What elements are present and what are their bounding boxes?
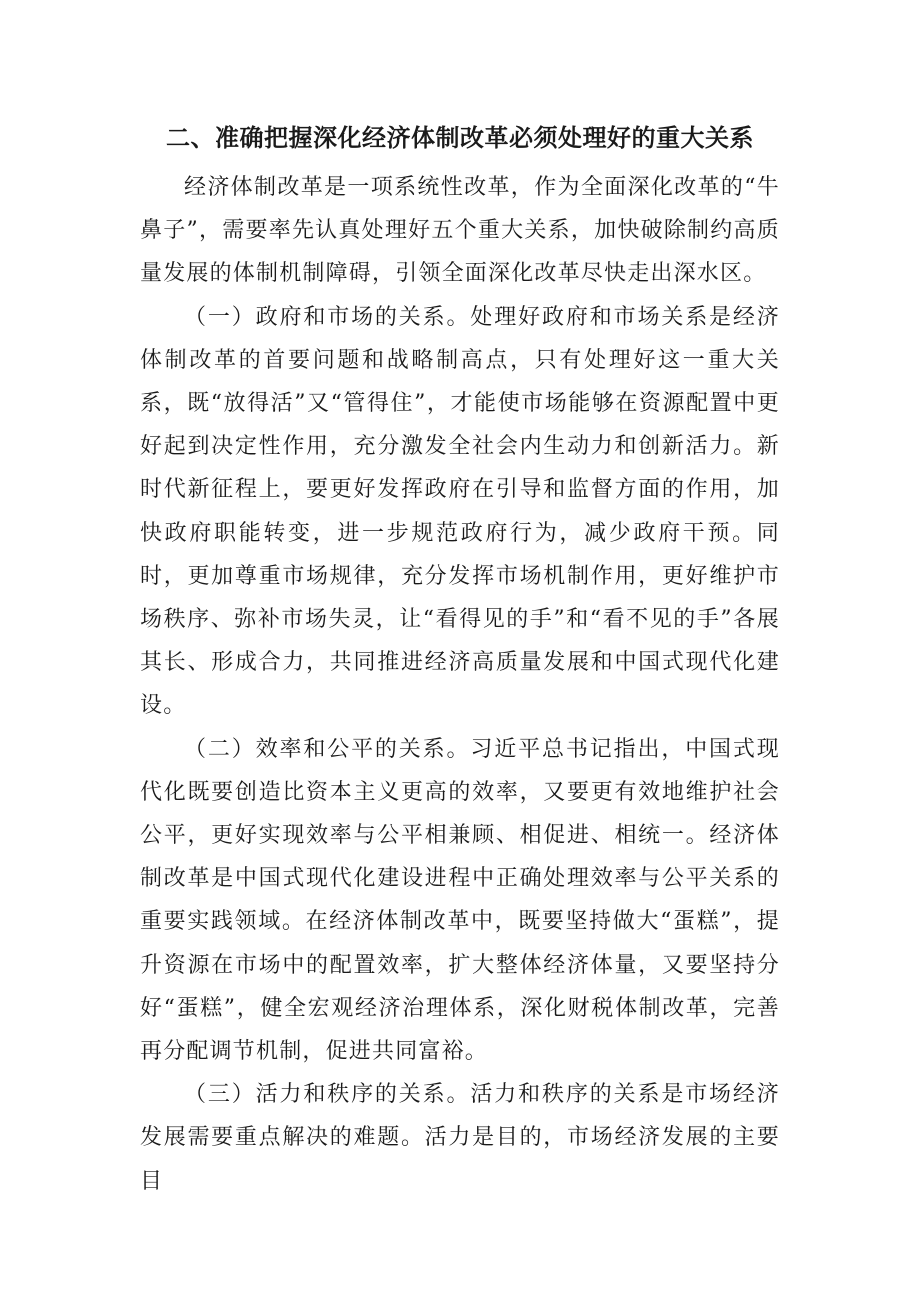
- section-heading: 二、准确把握深化经济体制改革必须处理好的重大关系: [166, 124, 754, 152]
- document-body: [140, 116, 780, 1203]
- intro-paragraph: 经济体制改革是一项系统性改革，作为全面深化改革的“牛鼻子”，需要率先认真处理好五个重大关系，加快破除制约高质量发展的体制机制障碍，引领全面深化改革尽快走出深水区。: [140, 175, 780, 287]
- paragraph-vitality-order: （三）活力和秩序的关系。活力和秩序的关系是市场经济发展需要重点解决的难题。活力是目的，市场经济发展的主要目: [140, 1082, 780, 1194]
- paragraph-government-market: （一）政府和市场的关系。处理好政府和市场关系是经济体制改革的首要问题和战略制高点，只有处理好这一重大关系，既“放得活”又“管得住”，才能使市场能够在资源配置中更好起到决定性作用，充分激发全社会内生动力和创新活力。新时代新征程上，要更好发挥政府在引导和监督方面的作用，加快政府职能转变，进一步规范政府行为，减少政府干预。同时，更加尊重市场规律，充分发挥市场机制作用，更好维护市场秩序、弥补市场失灵，让“看得见的手”和“看不见的手”各展其长、形成合力，共同推进经济高质量发展和中国式现代化建设。: [140, 304, 780, 719]
- paragraph-efficiency-fairness: （二）效率和公平的关系。习近平总书记指出，中国式现代化既要创造比资本主义更高的效率，又要更有效地维护社会公平，更好实现效率与公平相兼顾、相促进、相统一。经济体制改革是中国式现代化建设进程中正确处理效率与公平关系的重要实践领域。在经济体制改革中，既要坚持做大“蛋糕”，提升资源在市场中的配置效率，扩大整体经济体量，又要坚持分好“蛋糕”，健全宏观经济治理体系，深化财税体制改革，完善再分配调节机制，促进共同富裕。: [140, 736, 780, 1065]
